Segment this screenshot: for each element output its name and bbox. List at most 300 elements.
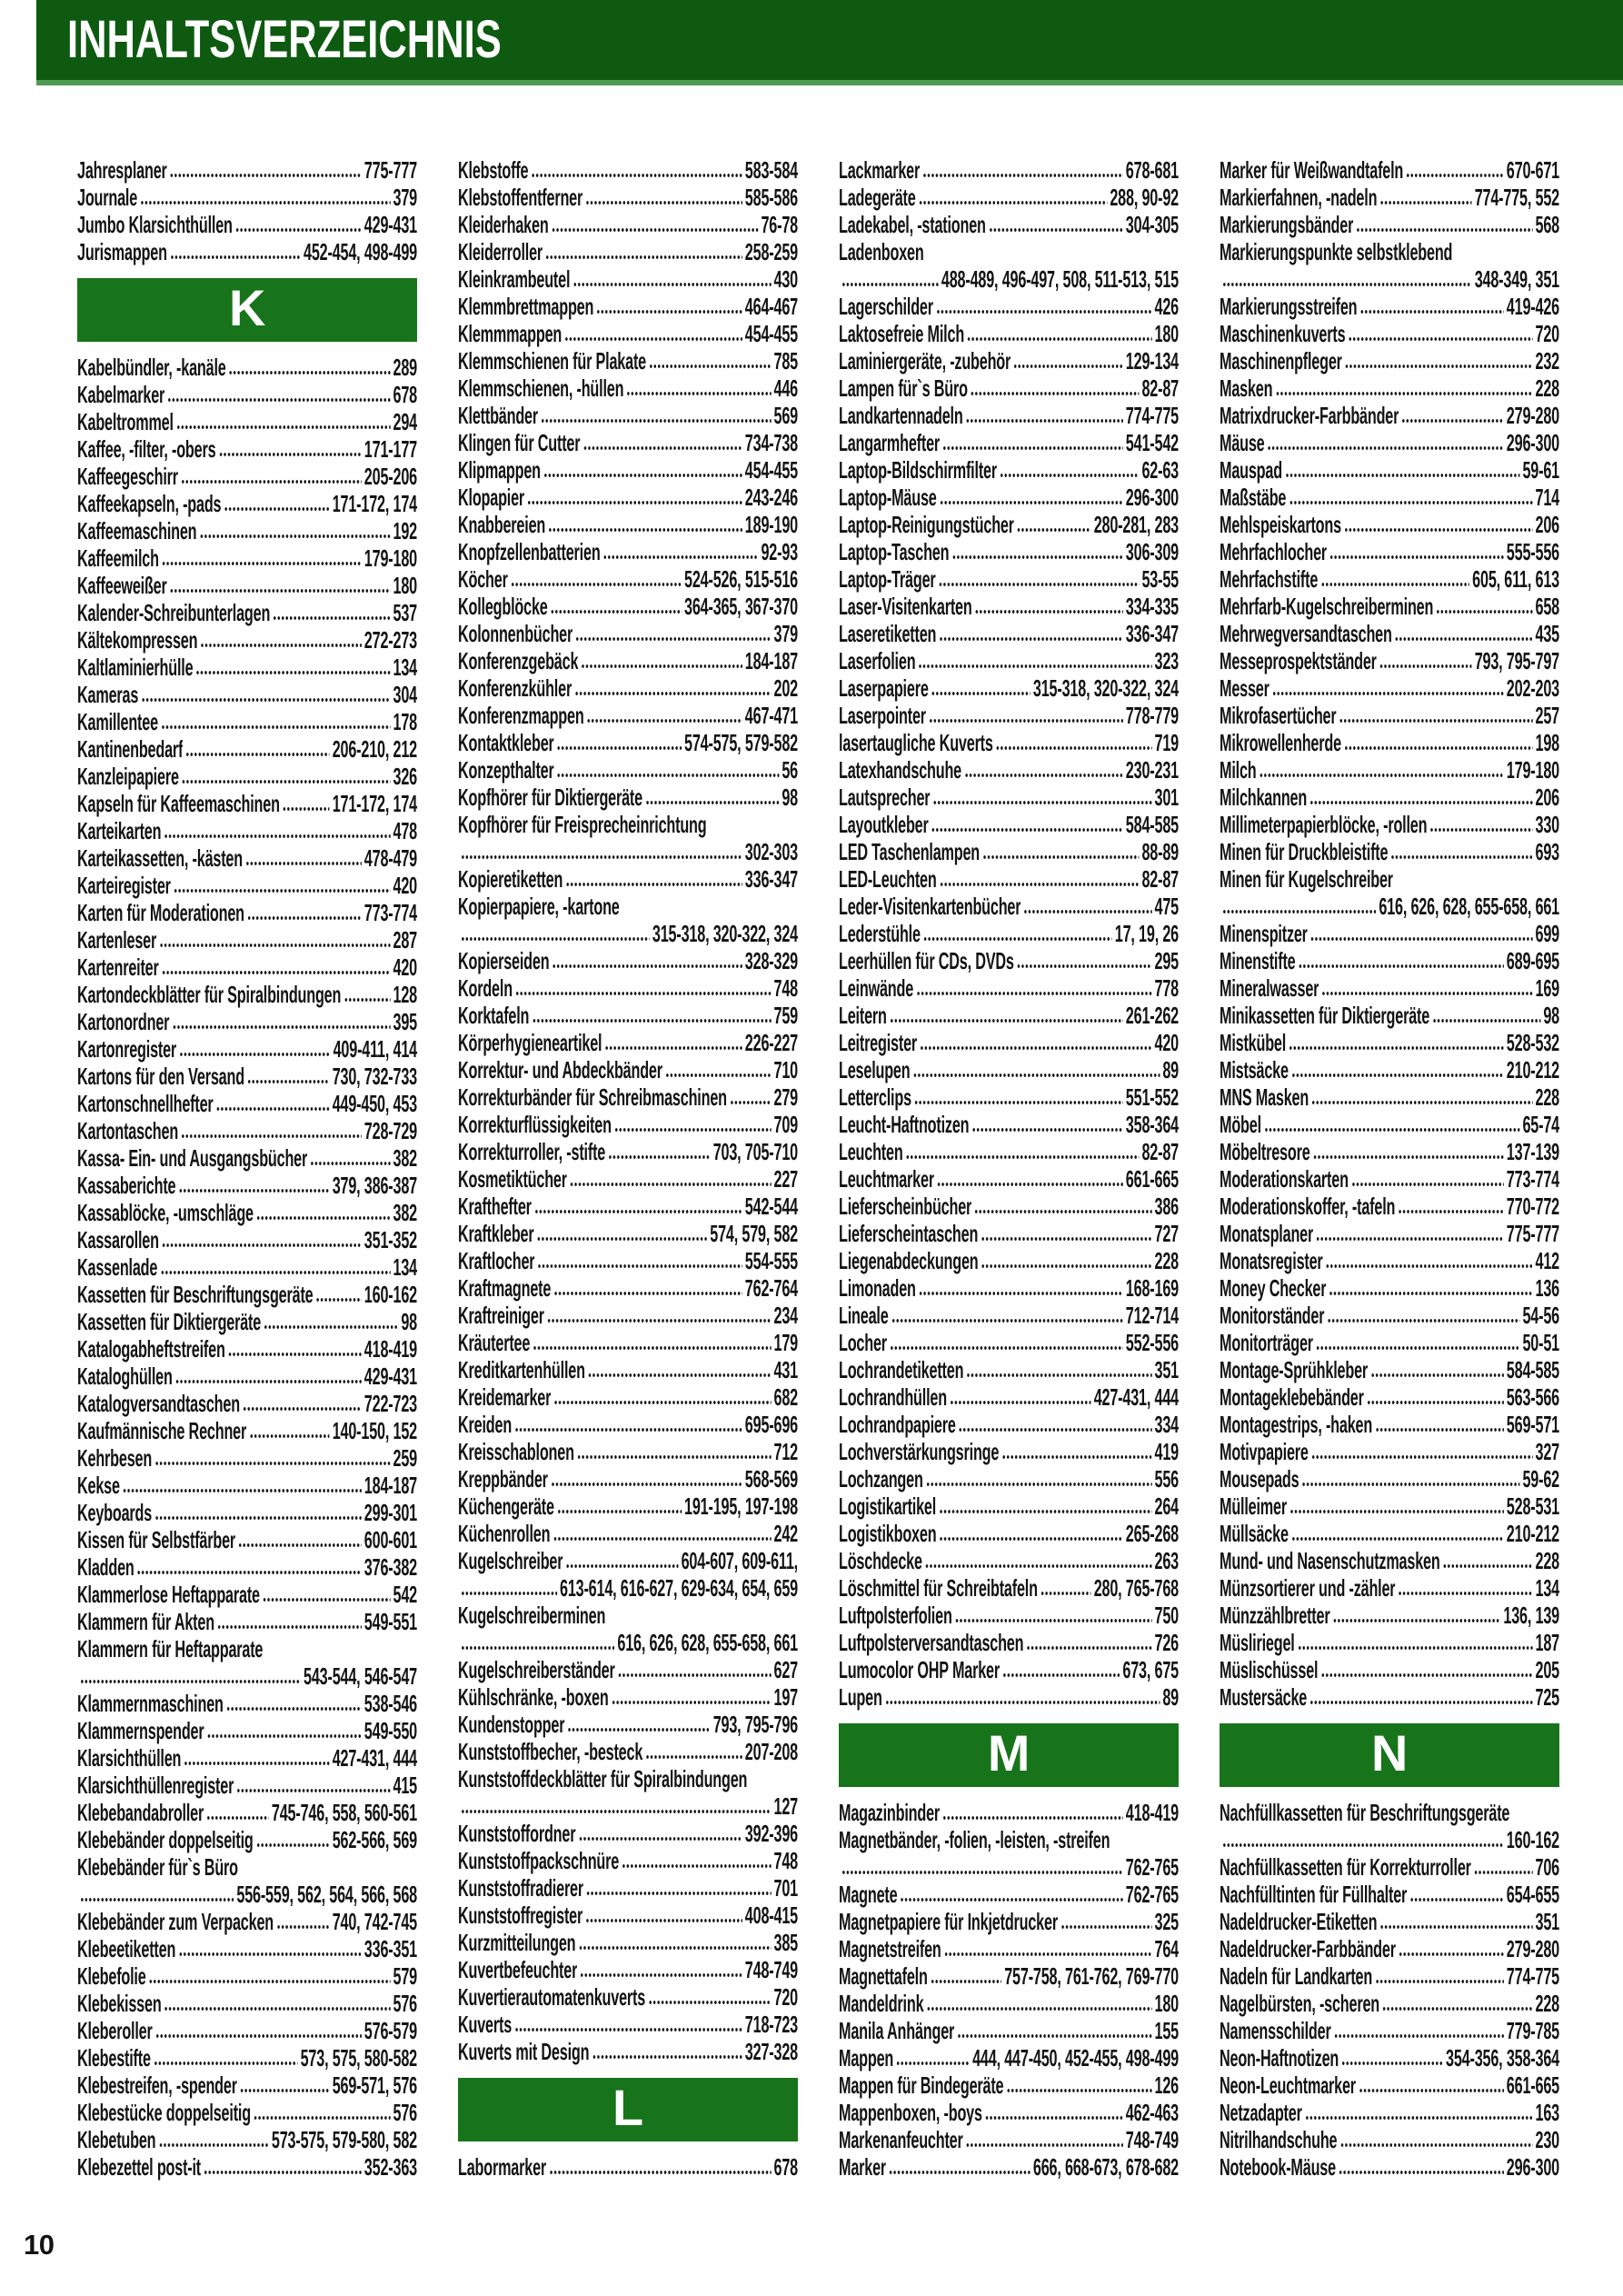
entry-pages: 584-585 xyxy=(1506,1356,1559,1383)
entry-label: Laptop-Bildschirmfilter xyxy=(839,456,997,484)
entry-dot-leader xyxy=(592,2038,742,2065)
index-entry xyxy=(1220,2126,1559,2153)
index-entry xyxy=(458,1656,798,1683)
index-entry xyxy=(77,1008,417,1035)
entry-pages: 551-552 xyxy=(1125,1083,1179,1111)
entry-label: Mousepads xyxy=(1220,1465,1299,1492)
index-entry xyxy=(77,1526,417,1553)
entry-dot-leader xyxy=(256,1826,330,1853)
entry-label: Mülleimer xyxy=(1220,1492,1287,1520)
entry-label: Magnetbänder, -folien, -leisten, -streifen xyxy=(839,1826,1110,1853)
entry-pages: 719 xyxy=(1154,729,1179,756)
entry-dot-leader xyxy=(565,865,742,893)
index-entry xyxy=(839,593,1179,620)
index-entry xyxy=(1220,756,1559,784)
index-entry xyxy=(458,1492,798,1520)
entry-dot-leader xyxy=(1326,1247,1533,1274)
entry-pages: 189-190 xyxy=(744,511,798,538)
entry-label: Lochzangen xyxy=(839,1465,923,1492)
entry-pages: 709 xyxy=(773,1111,798,1138)
entry-pages: 710 xyxy=(773,1056,798,1083)
entry-pages: 446 xyxy=(773,374,798,402)
entry-dot-leader xyxy=(532,1002,771,1029)
entry-pages: 585-586 xyxy=(744,184,798,211)
entry-label: Milchkannen xyxy=(1220,784,1308,811)
entry-pages: 184-187 xyxy=(744,647,798,674)
index-entry xyxy=(77,238,417,265)
entry-label: Mikrofasertücher xyxy=(1220,702,1337,729)
index-entry xyxy=(839,184,1179,211)
entry-dot-leader xyxy=(939,565,1140,593)
index-entry xyxy=(839,947,1179,974)
entry-dot-leader xyxy=(1409,1881,1503,1908)
entry-pages: 759 xyxy=(773,1002,798,1029)
index-entry xyxy=(458,1220,798,1247)
index-entry xyxy=(1220,893,1559,920)
entry-label: Klingen für Cutter xyxy=(458,429,581,456)
index-entry xyxy=(839,1492,1179,1520)
entry-label: Laptop-Reinigungstücher xyxy=(839,511,1014,538)
entry-label: Kekse xyxy=(77,1472,120,1499)
index-entry xyxy=(1220,402,1559,429)
entry-label: Kassaberichte xyxy=(77,1172,176,1199)
entry-pages: 541-542 xyxy=(1125,429,1179,456)
entry-pages: 748-749 xyxy=(1125,2126,1179,2153)
entry-dot-leader xyxy=(1474,1853,1533,1881)
entry-dot-leader xyxy=(1222,265,1471,293)
entry-dot-leader xyxy=(1013,347,1122,374)
entry-pages: 658 xyxy=(1535,593,1559,620)
index-entry xyxy=(458,838,798,865)
index-entry xyxy=(839,2126,1179,2153)
index-entry xyxy=(77,1635,417,1662)
entry-pages: 354-356, 358-364 xyxy=(1446,2044,1559,2071)
entry-pages: 661-665 xyxy=(1506,2071,1559,2099)
entry-dot-leader xyxy=(228,1335,362,1363)
entry-label: Mustersäcke xyxy=(1220,1683,1308,1711)
entry-dot-leader xyxy=(167,381,390,408)
entry-label: Klemmschienen für Plakate xyxy=(458,347,646,374)
entry-dot-leader xyxy=(919,647,1152,674)
entry-label: Maßstäbe xyxy=(1220,484,1287,511)
entry-dot-leader xyxy=(1316,1220,1503,1247)
entry-label: Magnete xyxy=(839,1881,898,1908)
entry-pages: 728-729 xyxy=(363,1117,417,1144)
entry-label: Kehrbesen xyxy=(77,1444,153,1472)
entry-label: Leder-Visitenkartenbücher xyxy=(839,893,1021,920)
index-entry xyxy=(77,899,417,926)
entry-dot-leader xyxy=(914,1083,1123,1111)
entry-pages: 98 xyxy=(782,784,798,811)
index-entry xyxy=(77,1499,417,1526)
index-entry xyxy=(458,1247,798,1274)
entry-label: Markierungspunkte selbstklebend xyxy=(1220,238,1453,265)
entry-label: Klopapier xyxy=(458,484,525,511)
entry-pages: 129-134 xyxy=(1125,347,1179,374)
entry-pages: 230 xyxy=(1535,2126,1559,2153)
index-entry xyxy=(77,1690,417,1717)
index-column-content xyxy=(839,156,1179,2181)
entry-pages: 261-262 xyxy=(1125,1002,1179,1029)
entry-label: Küchenrollen xyxy=(458,1520,551,1547)
entry-label: Kleiderhaken xyxy=(458,211,549,238)
index-entry xyxy=(458,1683,798,1711)
entry-dot-leader xyxy=(841,265,939,293)
entry-dot-leader xyxy=(553,1520,771,1547)
entry-dot-leader xyxy=(1289,484,1532,511)
entry-dot-leader xyxy=(890,1329,1123,1356)
entry-label: Klebebandabroller xyxy=(77,1799,204,1826)
index-entry xyxy=(1220,647,1559,674)
entry-dot-leader xyxy=(552,211,759,238)
index-entry xyxy=(1220,156,1559,184)
index-column xyxy=(77,156,417,2181)
entry-dot-leader xyxy=(515,974,771,1002)
entry-pages: 542 xyxy=(393,1581,417,1608)
entry-dot-leader xyxy=(545,238,742,265)
entry-pages: 192 xyxy=(393,517,417,544)
entry-pages: 263 xyxy=(1154,1547,1179,1574)
section-letter: L xyxy=(612,2079,644,2136)
entry-label: Landkartennadeln xyxy=(839,402,963,429)
entry-dot-leader xyxy=(181,463,362,490)
entry-pages: 454-455 xyxy=(744,456,798,484)
entry-label: Kunststoffdeckblätter für Spiralbindungen xyxy=(458,1765,748,1792)
entry-label: Mehlspeiskartons xyxy=(1220,511,1341,538)
index-entry xyxy=(458,756,798,784)
index-entry xyxy=(839,1056,1179,1083)
entry-label: Moderationskoffer, -tafeln xyxy=(1220,1193,1396,1220)
entry-label: Kreiden xyxy=(458,1411,513,1438)
index-entry xyxy=(1220,1083,1559,1111)
entry-dot-leader xyxy=(575,620,771,647)
entry-label: Kartonschnellhefter xyxy=(77,1090,214,1117)
entry-pages: 304 xyxy=(393,681,417,708)
entry-dot-leader xyxy=(891,1302,1123,1329)
entry-pages: 287 xyxy=(393,926,417,953)
entry-label: Klebefolie xyxy=(77,1962,146,1990)
index-entry xyxy=(1220,1962,1559,1990)
index-entry xyxy=(839,811,1179,838)
entry-pages: 583-584 xyxy=(744,156,798,184)
entry-dot-leader xyxy=(1349,320,1533,347)
entry-pages: 420 xyxy=(1154,1029,1179,1056)
index-entry xyxy=(839,1302,1179,1329)
index-entry xyxy=(1220,1029,1559,1056)
entry-dot-leader xyxy=(172,1008,390,1035)
entry-pages: 379, 386-387 xyxy=(332,1172,417,1199)
index-entry xyxy=(1220,238,1559,265)
entry-pages: 243-246 xyxy=(744,484,798,511)
index-entry xyxy=(839,1165,1179,1193)
entry-label: Klammern für Heftapparate xyxy=(77,1635,264,1662)
index-entry xyxy=(839,1329,1179,1356)
entry-pages: 327 xyxy=(1535,1438,1559,1465)
entry-dot-leader xyxy=(1351,1165,1504,1193)
entry-dot-leader xyxy=(1313,1138,1504,1165)
index-entry xyxy=(1220,729,1559,756)
entry-label: Kopfhörer für Freisprecheinrichtung xyxy=(458,811,707,838)
entry-dot-leader xyxy=(931,1962,1001,1990)
entry-dot-leader xyxy=(1302,1465,1520,1492)
index-entry xyxy=(458,565,798,593)
entry-pages: 315-318, 320-322, 324 xyxy=(1032,674,1179,702)
index-entry xyxy=(77,654,417,681)
entry-dot-leader xyxy=(1382,1990,1532,2017)
index-entry xyxy=(1220,1383,1559,1411)
entry-dot-leader xyxy=(931,811,1123,838)
entry-pages: 444, 447-450, 452-455, 498-499 xyxy=(972,2044,1179,2071)
entry-pages: 552-556 xyxy=(1125,1329,1179,1356)
entry-dot-leader xyxy=(534,1193,742,1220)
entry-label: Korktafeln xyxy=(458,1002,530,1029)
entry-dot-leader xyxy=(971,374,1139,402)
entry-dot-leader xyxy=(170,572,391,599)
index-entry xyxy=(458,1411,798,1438)
entry-label: Lieferscheinbücher xyxy=(839,1193,972,1220)
entry-label: LED Taschenlampen xyxy=(839,838,981,865)
index-entry xyxy=(839,1220,1179,1247)
entry-label: Kräutertee xyxy=(458,1329,531,1356)
entry-pages: 180 xyxy=(393,572,417,599)
index-entry xyxy=(458,511,798,538)
entry-dot-leader xyxy=(1006,2071,1151,2099)
entry-dot-leader xyxy=(1399,1935,1504,1962)
entry-label: Nachfülltinten für Füllhalter xyxy=(1220,1881,1408,1908)
entry-pages: 569-571 xyxy=(1506,1411,1559,1438)
index-entry xyxy=(458,593,798,620)
entry-label: MNS Masken xyxy=(1220,1083,1309,1111)
entry-label: Küchengeräte xyxy=(458,1492,554,1520)
index-entry xyxy=(77,544,417,572)
entry-pages: 538-546 xyxy=(363,1690,417,1717)
entry-dot-leader xyxy=(1436,593,1532,620)
entry-dot-leader xyxy=(923,920,1112,947)
index-entry xyxy=(77,1581,417,1608)
entry-label: Kaufmännische Rechner xyxy=(77,1417,247,1444)
entry-pages: 280, 765-768 xyxy=(1093,1574,1179,1602)
entry-pages: 171-172, 174 xyxy=(332,490,417,517)
section-header-n xyxy=(1220,1723,1559,1787)
entry-dot-leader xyxy=(971,1111,1122,1138)
entry-dot-leader xyxy=(1432,1002,1540,1029)
entry-dot-leader xyxy=(1305,2099,1533,2126)
entry-dot-leader xyxy=(925,1547,1151,1574)
index-entry xyxy=(839,920,1179,947)
entry-pages: 408-415 xyxy=(744,1902,798,1929)
index-column xyxy=(458,156,798,2181)
entry-dot-leader xyxy=(1316,1329,1519,1356)
entry-pages: 568-569 xyxy=(744,1465,798,1492)
entry-label: Karteikassetten, -kästen xyxy=(77,844,243,872)
entry-dot-leader xyxy=(316,1281,362,1308)
index-entry xyxy=(839,2153,1179,2181)
index-entry xyxy=(1220,838,1559,865)
entry-pages: 179 xyxy=(773,1329,798,1356)
index-entry xyxy=(1220,1908,1559,1935)
entry-pages: 701 xyxy=(773,1874,798,1902)
entry-pages: 488-489, 496-497, 508, 511-513, 515 xyxy=(941,265,1179,293)
index-entry xyxy=(839,865,1179,893)
entry-dot-leader xyxy=(247,1063,330,1090)
entry-dot-leader xyxy=(730,1083,771,1111)
entry-label: Laserpapiere xyxy=(839,674,929,702)
index-entry xyxy=(458,1956,798,1983)
entry-label: Millimeterpapierblöcke, -rollen xyxy=(1220,811,1428,838)
entry-dot-leader xyxy=(1285,456,1519,484)
index-entry xyxy=(77,735,417,763)
entry-pages: 695-696 xyxy=(744,1411,798,1438)
entry-dot-leader xyxy=(80,1881,234,1908)
entry-label: Münzzählbretter xyxy=(1220,1602,1330,1629)
index-entry xyxy=(458,811,798,838)
entry-label: Lautsprecher xyxy=(839,784,931,811)
entry-pages: 778-779 xyxy=(1125,702,1179,729)
entry-pages: 774-775, 552 xyxy=(1474,184,1559,211)
entry-label: Minen für Kugelschreiber xyxy=(1220,865,1393,893)
entry-dot-leader xyxy=(204,2153,362,2181)
entry-pages: 259 xyxy=(393,1444,417,1472)
index-entry xyxy=(77,1553,417,1581)
entry-pages: 762-764 xyxy=(744,1274,798,1302)
index-entry xyxy=(1220,1826,1559,1853)
index-entry xyxy=(77,1799,417,1826)
entry-label: Marker für Weißwandtafeln xyxy=(1220,156,1404,184)
entry-label: Kassa- Ein- und Ausgangsbücher xyxy=(77,1144,308,1172)
entry-label: Kollegblöcke xyxy=(458,593,548,620)
entry-pages: 54-56 xyxy=(1522,1302,1559,1329)
entry-dot-leader xyxy=(1291,1520,1504,1547)
entry-dot-leader xyxy=(137,1553,362,1581)
entry-dot-leader xyxy=(538,1247,742,1274)
index-entry xyxy=(1220,565,1559,593)
entry-dot-leader xyxy=(219,435,362,463)
index-entry xyxy=(1220,865,1559,893)
entry-pages: 574-575, 579-582 xyxy=(684,729,798,756)
entry-dot-leader xyxy=(618,1656,772,1683)
entry-pages: 673, 675 xyxy=(1122,1656,1179,1683)
entry-pages: 50-51 xyxy=(1522,1329,1559,1356)
entry-pages: 296-300 xyxy=(1125,484,1179,511)
index-entry xyxy=(77,1881,417,1908)
entry-dot-leader xyxy=(551,593,682,620)
entry-pages: 351 xyxy=(1154,1356,1179,1383)
entry-pages: 412 xyxy=(1535,1247,1559,1274)
index-entry xyxy=(839,1683,1179,1711)
entry-label: Kreisschablonen xyxy=(458,1438,574,1465)
entry-pages: 793, 795-797 xyxy=(1474,647,1559,674)
entry-dot-leader xyxy=(578,1929,771,1956)
entry-label: Laseretiketten xyxy=(839,620,937,647)
entry-label: Kantinenbedarf xyxy=(77,735,184,763)
index-entry xyxy=(458,484,798,511)
entry-pages: 207-208 xyxy=(744,1738,798,1765)
entry-pages: 351 xyxy=(1535,1908,1559,1935)
entry-dot-leader xyxy=(940,865,1140,893)
entry-dot-leader xyxy=(264,1308,398,1335)
index-entry xyxy=(458,1056,798,1083)
entry-label: Leucht-Haftnotizen xyxy=(839,1111,970,1138)
entry-pages: 435 xyxy=(1535,620,1559,647)
index-entry xyxy=(77,1090,417,1117)
entry-dot-leader xyxy=(944,1935,1152,1962)
entry-label: Kunststoffregister xyxy=(458,1902,583,1929)
entry-dot-leader xyxy=(585,1902,742,1929)
entry-pages: 295 xyxy=(1154,947,1179,974)
entry-dot-leader xyxy=(582,429,742,456)
entry-pages: 352-363 xyxy=(363,2153,417,2181)
entry-dot-leader xyxy=(1341,2044,1443,2071)
entry-dot-leader xyxy=(310,1144,390,1172)
entry-pages: 726 xyxy=(1154,1629,1179,1656)
entry-dot-leader xyxy=(929,702,1123,729)
entry-pages: 774-775 xyxy=(1506,1962,1559,1990)
entry-pages: 774-775 xyxy=(1125,402,1179,429)
entry-label: Labormarker xyxy=(458,2153,547,2181)
index-entry xyxy=(458,974,798,1002)
entry-label: Markierfahnen, -nadeln xyxy=(1220,184,1378,211)
entry-pages: 720 xyxy=(1535,320,1559,347)
entry-label: Minenspitzer xyxy=(1220,920,1308,947)
index-entry xyxy=(77,381,417,408)
entry-dot-leader xyxy=(80,1662,301,1690)
entry-pages: 136 xyxy=(1535,1274,1559,1302)
entry-label: Klebekissen xyxy=(77,1990,162,2017)
entry-label: Klebeetiketten xyxy=(77,1935,176,1962)
entry-pages: 764 xyxy=(1154,1935,1179,1962)
entry-label: Kreppbänder xyxy=(458,1465,548,1492)
index-entry xyxy=(839,1083,1179,1111)
entry-pages: 478-479 xyxy=(363,844,417,872)
entry-label: Laser-Visitenkarten xyxy=(839,593,972,620)
entry-label: Ladekabel, -stationen xyxy=(839,211,986,238)
index-entry xyxy=(458,1574,798,1602)
entry-label: Money Checker xyxy=(1220,1274,1327,1302)
index-entry xyxy=(839,1656,1179,1683)
entry-dot-leader xyxy=(586,1874,771,1902)
entry-dot-leader xyxy=(160,1253,390,1281)
index-entry xyxy=(1220,1656,1559,1683)
entry-label: Logistikartikel xyxy=(839,1492,937,1520)
entry-pages: 206 xyxy=(1535,511,1559,538)
entry-dot-leader xyxy=(1339,702,1533,729)
entry-dot-leader xyxy=(841,1853,1123,1881)
entry-label: Kartenreiter xyxy=(77,953,159,981)
index-entry xyxy=(1220,1002,1559,1029)
index-entry xyxy=(839,1193,1179,1220)
entry-pages: 306-309 xyxy=(1125,538,1179,565)
index-entry xyxy=(1220,456,1559,484)
entry-dot-leader xyxy=(913,1056,1160,1083)
entry-dot-leader xyxy=(1379,184,1471,211)
entry-pages: 712-714 xyxy=(1125,1302,1179,1329)
index-entry xyxy=(1220,429,1559,456)
entry-label: Kaffeeweißer xyxy=(77,572,167,599)
entry-label: Kleiderroller xyxy=(458,238,543,265)
index-entry xyxy=(458,1765,798,1792)
entry-dot-leader xyxy=(196,654,391,681)
entry-dot-leader xyxy=(170,238,301,265)
index-entry xyxy=(458,1847,798,1874)
index-entry xyxy=(839,1383,1179,1411)
entry-label: Monatsplaner xyxy=(1220,1220,1314,1247)
entry-dot-leader xyxy=(981,1247,1152,1274)
index-entry xyxy=(77,953,417,981)
index-column-content xyxy=(77,156,417,2181)
entry-dot-leader xyxy=(950,1383,1091,1411)
index-column-content xyxy=(1220,156,1559,2181)
entry-pages: 528-532 xyxy=(1506,1029,1559,1056)
